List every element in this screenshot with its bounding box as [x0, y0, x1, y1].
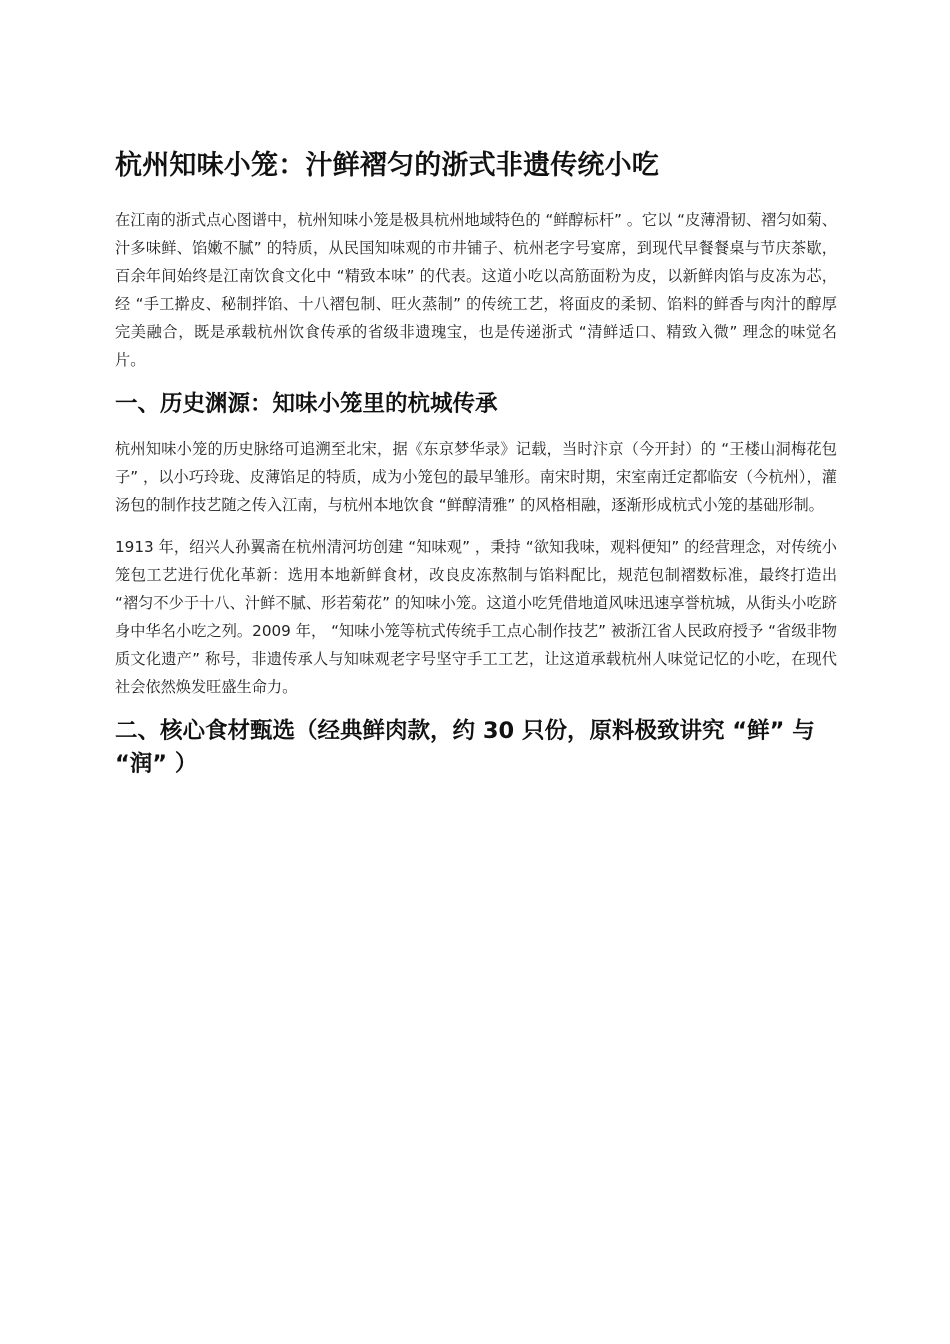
document-content — [115, 148, 837, 795]
history-paragraph-2: 1913 年，绍兴人孙翼斋在杭州清河坊创建 “知味观” ，秉持 “欲知我味，观料便知” 的经营理念，对传统小笼包工艺进行优化革新：选用本地新鲜食材，改良皮冻熬制与馅料配比，规范包制褶数标准，最终打造出 “褶匀不少于十八、汁鲜不腻、形若菊花” 的知味小笼。这道小吃凭借地道风味迅速享誉杭城，从街头小吃跻身中华名小吃之列。2009 年， “知味小笼等杭式传统手工点心制作技艺” 被浙江省人民政府授予 “省级非物质文化遗产” 称号，非遗传承人与知味观老字号坚守手工工艺，让这道承载杭州人味觉记忆的小吃，在现代社会依然焕发旺盛生命力。 — [115, 538, 837, 696]
section-heading-ingredients: 二、核心食材甄选（经典鲜肉款，约 30 只份，原料极致讲究 “鲜” 与 “润” ） — [115, 718, 815, 777]
section-heading-history: 一、历史渊源：知味小笼里的杭城传承 — [115, 391, 498, 417]
history-paragraph-1: 杭州知味小笼的历史脉络可追溯至北宋，据《东京梦华录》记载，当时汴京（今开封）的 “王楼山洞梅花包子” ，以小巧玲珑、皮薄馅足的特质，成为小笼包的最早雏形。南宋时期，宋室南迁定都临安（今杭州），灌汤包的制作技艺随之传入江南，与杭州本地饮食 “鲜醇清雅” 的风格相融，逐渐形成杭式小笼的基础形制。 — [115, 440, 837, 514]
intro-paragraph: 在江南的浙式点心图谱中，杭州知味小笼是极具杭州地域特色的 “鲜醇标杆” 。它以 “皮薄滑韧、褶匀如菊、汁多味鲜、馅嫩不腻” 的特质，从民国知味观的市井铺子、杭州老字号宴席，到现代早餐餐桌与节庆茶歇，百余年间始终是江南饮食文化中 “精致本味” 的代表。这道小吃以高筋面粉为皮，以新鲜肉馅与皮冻为芯，经 “手工擀皮、秘制拌馅、十八褶包制、旺火蒸制” 的传统工艺，将面皮的柔韧、馅料的鲜香与肉汁的醇厚完美融合，既是承载杭州饮食传承的省级非遗瑰宝，也是传递浙式 “清鲜适口、精致入微” 理念的味觉名片。 — [115, 211, 837, 369]
document-title: 杭州知味小笼：汁鲜褶匀的浙式非遗传统小吃 — [115, 150, 659, 181]
